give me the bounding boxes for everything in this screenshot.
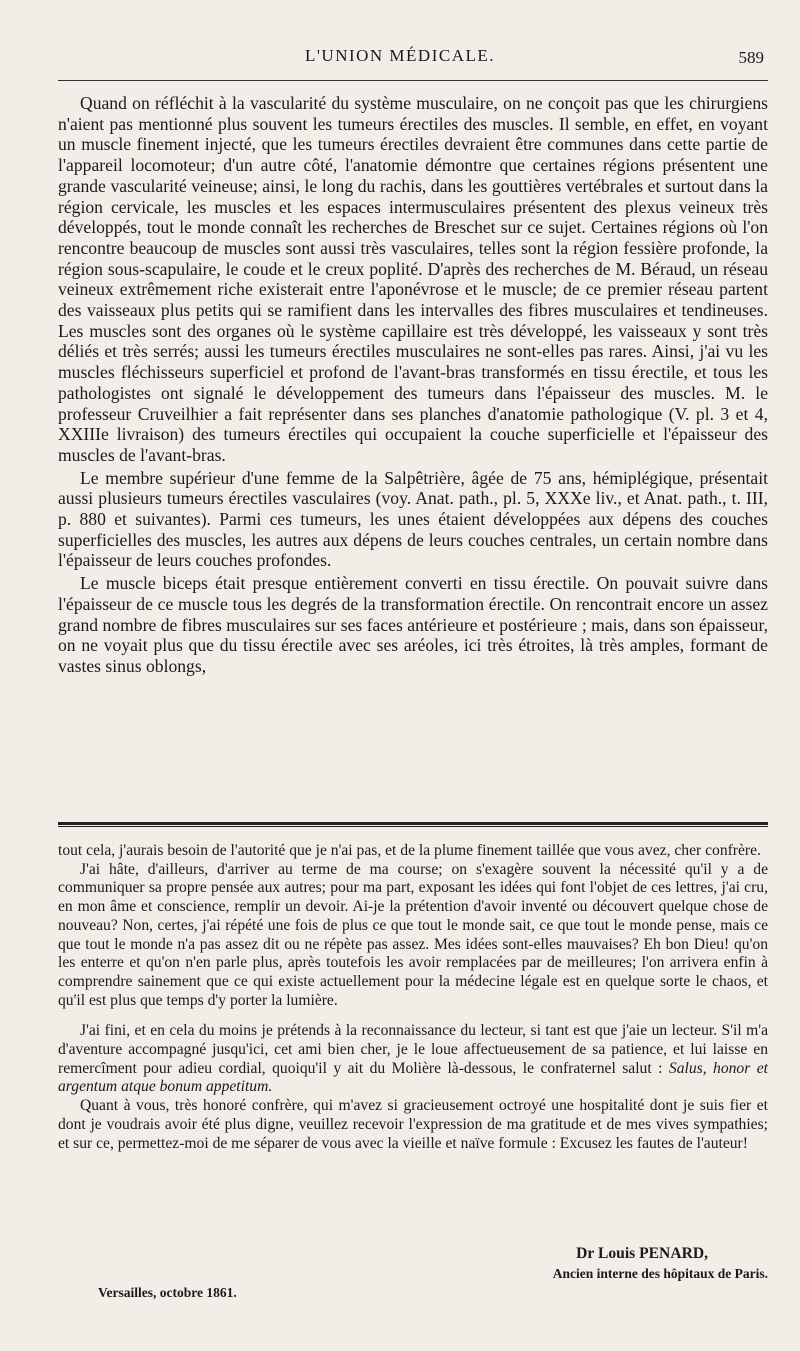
article-paragraph: Le muscle biceps était presque entièrement converti en tissu érectile. On pouvait suivre dans l'épaisseur de ce muscle tous les degrés de la transformation érectile. On rencontrait encore un assez grand nombre de fibres musculaires sur ses faces antérieure et postérieure ; mais, dans son épaisseur, on ne voyait plus que du tissu érectile avec ses aréoles, ici très étroites, là très amples, formant de vastes sinus oblongs, <box>58 573 768 676</box>
closing-motto: Salus, honor et argentum atque bonum appetitum. <box>58 1059 768 1096</box>
page-header <box>0 46 800 76</box>
article-paragraph: Quand on réfléchit à la vascularité du système musculaire, on ne conçoit pas que les chirurgiens n'aient pas mentionné plus souvent les tumeurs érectiles des muscles. Il semble, en effet, en voyant un muscle finement injecté, que les tumeurs érectiles devraient être communes dans cette partie de l'appareil locomoteur; d'un autre côté, l'anatomie démontre que certaines régions présentent une grande vascularité veineuse; ainsi, le long du rachis, dans les gouttières vertébrales et surtout dans la région cervicale, les muscles et les espaces intermusculaires présentent des plexus veineux très développés, tout le monde connaît les recherches de Breschet sur ce sujet. Certaines régions où l'on rencontre beaucoup de muscles sont aussi très vasculaires, telles sont la région fessière profonde, la région sous-scapulaire, le coude et le creux poplité. D'après des recherches de M. Béraud, un réseau veineux extrêmement riche existerait entre l'aponévrose et le muscle; de ce premier réseau partent des vaisseaux plus petits qui se ramifient dans les intervalles des fibres musculaires et tendineuses. Les muscles sont des organes où le système capillaire est très développé, les vaisseaux y sont très déliés et très serrés; aussi les tumeurs érectiles musculaires ne sont-elles pas rares. Ainsi, j'ai vu les muscles fléchisseurs superficiel et profond de l'avant-bras transformés en tissu érectile, et tous les pathologistes ont signalé le développement des tumeurs dans l'épaisseur des muscles. M. le professeur Cruveilhier a fait représenter dans ses planches d'anatomie pathologique (V. pl. 3 et 4, XXIIIe livraison) des tumeurs érectiles qui occupaient la couche superficielle et l'épaisseur des muscles de l'avant-bras. <box>58 93 768 465</box>
closing-text: J'ai fini, et en cela du moins je prétends à la reconnaissance du lecteur, si tant est que j'aie un lecteur. S'il m'a d'aventure accompagné jusqu'ici, cet ami bien cher, je le loue affectueusement de sa patience, et lui laisse en remercîment pour adieu cordial, quoiqu'il y ait du Molière là-dessous, le confraternel salut : <box>58 1022 768 1077</box>
header-rule <box>58 80 768 81</box>
letter-paragraph: Quant à vous, très honoré confrère, qui m'avez si gracieusement octroyé une hospitalité dont je suis fier et dont je voudrais avoir été plus digne, veuillez recevoir l'expression de ma gratitude et de mes vives sympathies; et sur ce, permettez-moi de me séparer de vous avec la vieille et naïve formule : Excusez les fautes de l'auteur! <box>58 1097 768 1152</box>
signature-title: Ancien interne des hôpitaux de Paris. <box>552 1266 768 1281</box>
signature-name: Dr Louis PENARD, <box>576 1245 708 1262</box>
section-divider <box>58 822 768 827</box>
letter-body <box>58 842 768 1153</box>
letter-paragraph: tout cela, j'aurais besoin de l'autorité que je n'ai pas, et de la plume finement taillée que vous avez, cher confrère. <box>58 842 761 859</box>
letter-paragraph-closing <box>58 1022 768 1097</box>
letter-paragraph: J'ai hâte, d'ailleurs, d'arriver au terme de ma course; on s'exagère souvent la nécessité qu'il y a de communiquer sa propre pensée aux autres; pour ma part, exposant les idées qui font l'objet de ces lettres, j'ai cru, en mon âme et conscience, remplir un devoir. Ai-je la prétention d'avoir inventé ou découvert quelque chose de nouveau? Non, certes, j'ai répété une fois de plus ce que tout le monde sait, ce que tout le monde pense, mais ce que tout le monde n'a pas assez dit ou ne répète pas assez. Mes idées sont-elles mauvaises? Eh bon Dieu! qu'on les enterre et qu'on n'en parle plus, après toutefois les avoir remplacées par de meilleures; l'on arrivera enfin à comprendre sainement que ce qui existe actuellement pour la médecine légale est en quelque sorte le chaos, et qu'il est plus que temps d'y porter la lumière. <box>58 860 768 1009</box>
running-title: L'UNION MÉDICALE. <box>304 46 496 65</box>
article-body <box>58 93 768 677</box>
page-number: 589 <box>738 48 764 67</box>
article-paragraph: Le membre supérieur d'une femme de la Salpêtrière, âgée de 75 ans, hémiplégique, présentait aussi plusieurs tumeurs érectiles vasculaires (voy. Anat. path., pl. 5, XXXe liv., et Anat. path., t. III, p. 880 et suivantes). Parmi ces tumeurs, les unes étaient développées aux dépens des couches superficielles des muscles, les autres aux dépens de leurs couches centrales, un certain nombre dans l'épaisseur de leurs couches profondes. <box>58 467 768 571</box>
signature-place-date: Versailles, octobre 1861. <box>98 1285 237 1300</box>
